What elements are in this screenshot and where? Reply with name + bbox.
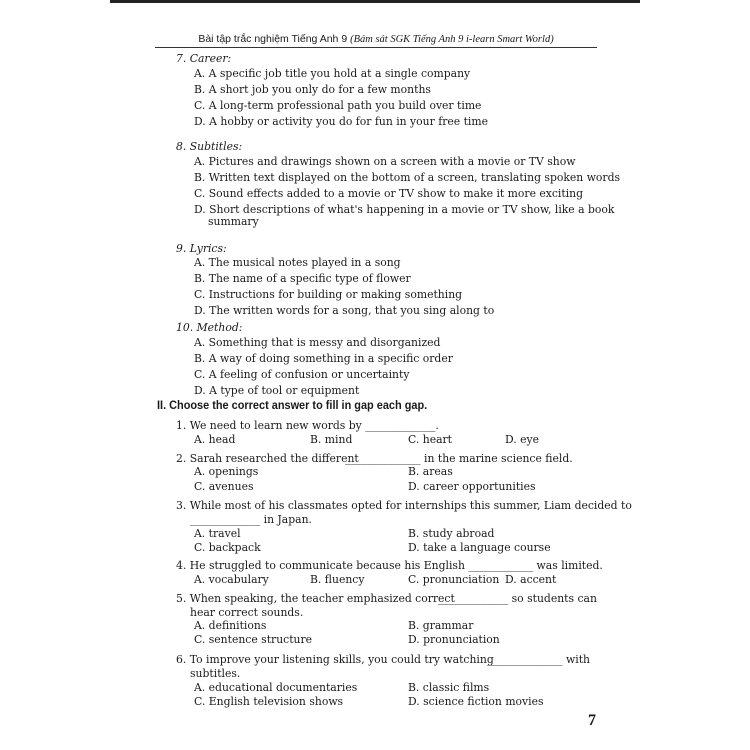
question-10-option-a: A. Something that is messy and disorganized [194,336,441,349]
question-7-option-c: C. A long-term professional path you build over time [194,99,482,112]
question-9-label: 9. Lyrics: [176,242,227,255]
fill-question-3-stem-cont: _____________ in Japan. [190,513,312,526]
fill-question-3-option-d: D. take a language course [408,541,551,554]
question-9-option-c: C. Instructions for building or making something [194,288,463,301]
page-number: 7 [588,712,596,729]
question-10-option-b: B. A way of doing something in a specific order [194,352,453,365]
fill-question-5-option-a: A. definitions [194,619,267,632]
question-8-option-a: A. Pictures and drawings shown on a screen with a movie or TV show [194,155,576,168]
question-9-option-d: D. The written words for a song, that you sing along to [194,304,495,317]
header-title: Bài tập trắc nghiệm Tiếng Anh 9 [198,33,348,45]
fill-question-6-option-d: D. science fiction movies [408,695,544,708]
fill-question-6-stem-cont: subtitles. [190,667,241,680]
question-8-option-d: D. Short descriptions of what's happening in a movie or TV show, like a book [194,203,615,216]
question-9-option-a: A. The musical notes played in a song [194,256,401,269]
page-header [155,33,597,48]
question-7-option-a: A. A specific job title you hold at a single company [194,67,471,80]
fill-question-4-option-d: D. accent [505,573,557,586]
question-8-option-b: B. Written text displayed on the bottom of a screen, translating spoken words [194,171,621,184]
fill-question-5-option-c: C. sentence structure [194,633,313,646]
fill-question-6-stem: 6. To improve your listening skills, you could try watching [176,653,494,666]
section-2-title: II. Choose the correct answer to fill in gap each gap. [157,400,428,412]
fill-question-4-option-b: B. fluency [310,573,365,586]
fill-question-2-option-d: D. career opportunities [408,480,536,493]
fill-question-6-option-a: A. educational documentaries [194,681,358,694]
fill-question-5-option-b: B. grammar [408,619,474,632]
fill-question-1-option-c: C. heart [408,433,453,446]
fill-question-5-stem-gap: _____________ so students can [438,592,597,605]
header-subtitle: (Bám sát SGK Tiếng Anh 9 i-learn Smart World) [350,34,554,45]
fill-question-2-option-b: B. areas [408,465,453,478]
fill-question-2-stem: 2. Sarah researched the different [176,452,359,465]
fill-question-2-stem-gap: ______________ in the marine science field. [345,452,573,465]
fill-question-3-stem: 3. While most of his classmates opted for internships this summer, Liam decided to [176,499,632,512]
fill-question-6-stem-gap: ______________ with [487,653,590,666]
question-10-option-d: D. A type of tool or equipment [194,384,360,397]
fill-question-2-option-a: A. openings [194,465,259,478]
question-8-option-d-cont: summary [208,215,259,228]
top-rule [110,0,640,3]
question-8-label: 8. Subtitles: [176,140,243,153]
fill-question-4-stem: 4. He struggled to communicate because his English ____________ was limited. [176,559,603,572]
fill-question-1-stem: 1. We need to learn new words by _____________. [176,419,439,432]
fill-question-6-option-b: B. classic films [408,681,490,694]
question-10-option-c: C. A feeling of confusion or uncertainty [194,368,410,381]
fill-question-5-option-d: D. pronunciation [408,633,500,646]
fill-question-5-stem: 5. When speaking, the teacher emphasized correct [176,592,455,605]
question-7-option-d: D. A hobby or activity you do for fun in your free time [194,115,488,128]
question-8-option-c: C. Sound effects added to a movie or TV show to make it more exciting [194,187,584,200]
fill-question-3-option-a: A. travel [194,527,241,540]
question-7-option-b: B. A short job you only do for a few months [194,83,431,96]
fill-question-4-option-a: A. vocabulary [194,573,269,586]
fill-question-4-option-c: C. pronunciation [408,573,500,586]
fill-question-3-option-b: B. study abroad [408,527,495,540]
fill-question-1-option-b: B. mind [310,433,353,446]
fill-question-5-stem-cont: hear correct sounds. [190,606,304,619]
fill-question-3-option-c: C. backpack [194,541,261,554]
fill-question-6-option-c: C. English television shows [194,695,344,708]
fill-question-1-option-a: A. head [194,433,236,446]
question-10-label: 10. Method: [176,321,243,334]
fill-question-1-option-d: D. eye [505,433,540,446]
question-7-label: 7. Career: [176,52,232,65]
question-9-option-b: B. The name of a specific type of flower [194,272,411,285]
fill-question-2-option-c: C. avenues [194,480,254,493]
